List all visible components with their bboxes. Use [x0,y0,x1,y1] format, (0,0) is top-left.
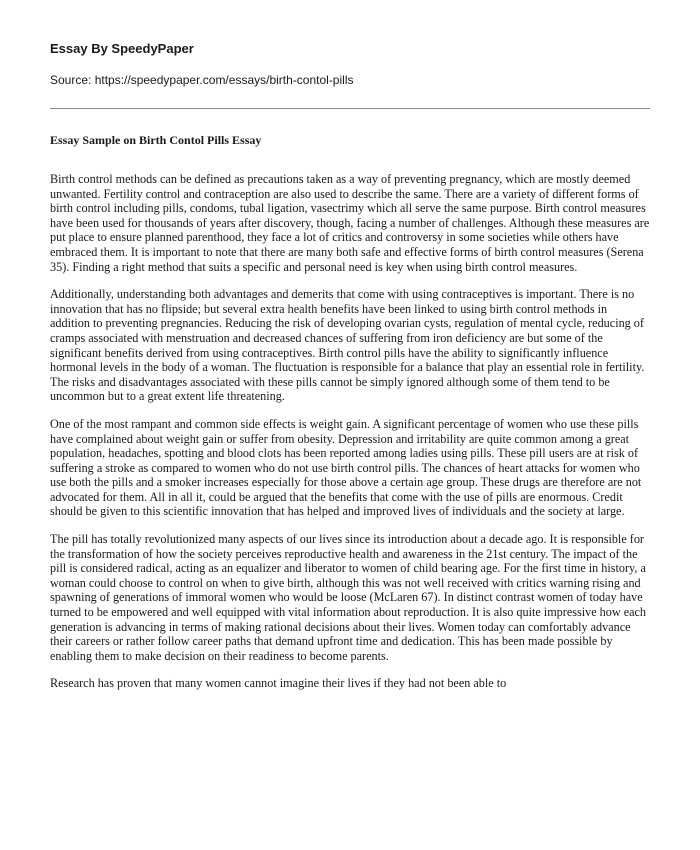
paragraph: Additionally, understanding both advantages and demerits that come with using contraceptives is important. There is no innovation that has no flipside; but several extra health benefits have been linked to using birth control methods in addition to preventing pregnancies. Reducing the risk of developing ovarian cysts, regulation of mental cycle, reducing of cramps associated with menstruation and decreased chances of suffering from iron deficiency are but some of the significant benefits derived from using contraceptives. Birth control pills have the ability to significantly influence hormonal levels in the body of a woman. The fluctuation is responsible for a balance that play an essential role in fertility. The risks and disadvantages associated with these pills cannot be simply ignored although some of them tend to be uncommon but to a great extent life threatening. [50,287,645,404]
site-title: Essay By SpeedyPaper [50,41,194,56]
document-page [50,40,650,691]
paragraph: The pill has totally revolutionized many aspects of our lives since its introduction about a decade ago. It is responsible for the transformation of how the society perceives reproductive health and awareness in the 21st century. The impact of the pill is considered radical, acting as an equalizer and liberator to women of child bearing age. For the first time in history, a woman could choose to control on when to give birth, although this was not well received with critics warning rising and spawning of generations of immoral women who would be loose (McLaren 67). In distinct contrast women of today have turned to be empowered and well equipped with vital information about reproduction. It is also quite impressive how each generation is advancing in terms of making rational decisions about their lives. Women today can comfortably advance their careers or rather follow career paths that demand upfront time and dedication. This has been made possible by enabling them to make decision on their readiness to become parents. [50,532,647,663]
essay-title: Essay Sample on Birth Contol Pills Essay [50,132,262,147]
paragraph: Birth control methods can be defined as precautions taken as a way of preventing pregnancy, which are mostly deemed unwanted. Fertility control and contraception are also used to describe the same. There are a variety of different forms of birth control including pills, condoms, tubal ligation, vasectrimy which all serve the same purpose. Birth control measures have been used for thousands of years after discovery, though, facing a number of challenges. Although these measures are put place to ensure planned parenthood, they face a lot of critics and controversy in some societies while others have embraced them. It is important to note that there are many both safe and effective forms of birth control measures (Serena 35). Finding a right method that suits a specific and personal need is key when using birth control measures. [50,172,650,274]
paragraph: Research has proven that many women cannot imagine their lives if they had not been able to [50,676,507,691]
paragraph: One of the most rampant and common side effects is weight gain. A significant percentage of women who use these pills have complained about weight gain or suffer from obesity. Depression and irritability are quite common among a great population, headaches, spotting and blood clots has been reported among ladies using pills. These pill users are at risk of suffering a stroke as compared to women who do not use birth control pills. The chances of heart attacks for women who use both the pills and a smoker increases especially for those above a certain age group. These drugs are therefore are not advocated for them. All in all it, could be argued that the benefits that come with the use of pills are enormous. Credit should be given to this scientific innovation that has helped and improved lives of individuals and the society at large. [50,416,642,519]
essay-body [50,172,650,704]
header-divider [50,108,650,109]
source-line: Source: https://speedypaper.com/essays/birth-contol-pills [50,73,354,87]
